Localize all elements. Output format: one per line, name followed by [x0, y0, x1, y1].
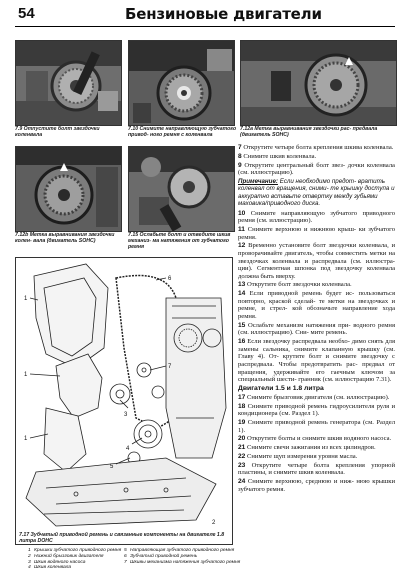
note [238, 178, 395, 208]
section-subhead: Двигатели 1.5 и 1.8 литра [238, 384, 324, 392]
legend-number: 3 [28, 559, 31, 565]
caption-7-12b: 7.12b Метка выравнивания звездочки колен- вала (двигатель SOHC) [15, 232, 115, 244]
photo-7-9-image [16, 41, 121, 125]
step-23: 23 Открутите четыре болта крепления упорной пластины, и снимите шкив коленвала. [238, 461, 395, 477]
caption-7-10: 7.10 Снимите направляющую зубчатого привод- ного ремня с коленвала [128, 126, 237, 138]
step-19-text: Снимите приводной ремень генератора (см. Раздел 1). [238, 419, 395, 434]
legend-item [28, 565, 120, 571]
callout-4: 4 [126, 446, 130, 452]
step-22: 22 Снимите щуп измерения уровня масла. [238, 453, 358, 461]
step-10-text: Снимите направляющую зубчатого приводного ремня (см. иллюстрацию). [238, 209, 395, 225]
photo-7-12b [15, 146, 122, 232]
step-20-text: Открутите болты и снимите шкив водяного насоса. [247, 435, 392, 443]
step-21-text: Снимите свечи зажигания из всех цилиндров. [247, 444, 376, 452]
header-rule [15, 26, 395, 27]
step-7-text: Открутите четыре болта крепления шкива коленвала. [243, 144, 394, 151]
step-21: 21 Снимите свечи зажигания из всех цилиндров. [238, 444, 376, 452]
step-17: 17 Снимите брызговик двигателя (см. иллюстрацию). [238, 393, 390, 401]
step-8-text: Снимите шкив коленвала. [243, 152, 317, 160]
page-number: 54 [18, 5, 35, 22]
step-22-text: Снимите щуп измерения уровня масла. [247, 453, 358, 461]
exploded-diagram-7-17 [15, 257, 233, 545]
step-13-text: Открутите болт звездочки коленвала. [247, 281, 352, 289]
step-24-text: Снимите верхнюю, среднюю и ниж- нюю крышки зубчатого ремня. [238, 478, 395, 493]
note-text: Если необходимо предот- вратить коленвал от вращения, сними- те крышку доступа и аккуратно вставьте отвертку между зубьями маховика/приводного диска. [238, 177, 395, 208]
step-17-text: Снимите брызговик двигателя (см. иллюстрацию). [247, 393, 390, 401]
photo-7-10-image [129, 41, 234, 125]
step-16-text: Если звездочку распредвала необхо- димо снять для замены сальника, снимите клапанную крышку (см. Главу 4). От- крутите болт и снимите звездочку с распредвала. Чтобы предотвратить рас- предвал от вращения, удерживайте его гаечным ключом за специальный шести- гранник (см. иллюстрацию 7.31). [238, 338, 395, 384]
step-10: 10 Снимите направляющую зубчатого приводного ремня (см. иллюстрацию). [238, 209, 395, 225]
step-20: 20 Открутите болты и снимите шкив водяного насоса. [238, 435, 392, 443]
step-18-text: Снимите приводной ремень гидроусилителя руля и кондиционера (см. Раздел 1). [238, 402, 395, 418]
note-label: Примечание: [238, 177, 278, 185]
legend-text: Зубчатый приводной ремень [130, 553, 198, 559]
caption-7-9: 7.9 Отпустите болт звездочки коленвала [15, 126, 100, 138]
photo-7-12a [240, 40, 397, 126]
photo-7-10 [128, 40, 235, 126]
step-7: 7 Открутите четыре болта крепления шкива коленвала. [238, 144, 394, 151]
legend-text: Направляющая зубчатого приводного ремня [130, 548, 235, 553]
step-14-text: Если приводной ремень будет ис- пользоваться повторно, краской сделай- те метки на звездочках и ремне, и стрел- кой обозначьте направление хода ремня. [238, 290, 395, 321]
legend-number: 2 [28, 553, 31, 559]
legend-number: 1 [28, 548, 31, 553]
legend-number: 4 [28, 565, 31, 571]
step-11: 11 Снимите верхнюю и нижнюю крыш- ки зубчатого ремня. [238, 225, 395, 241]
callout-1b: 1 [24, 372, 28, 378]
photo-7-15 [128, 146, 235, 232]
step-15-text: Ослабьте механизм натяжения при- водного ремня (см. иллюстрацию). Сни- мите ремень. [238, 321, 395, 337]
callout-1c: 1 [24, 436, 28, 442]
step-15: 15 Ослабьте механизм натяжения при- водного ремня (см. иллюстрацию). Сни- мите ремень. [238, 321, 395, 337]
legend-number: 6 [124, 553, 127, 559]
step-13: 13 Открутите болт звездочки коленвала. [238, 281, 352, 289]
legend-text: Нижний брызговик двигателя [34, 553, 104, 559]
photo-7-12a-image [241, 41, 396, 125]
legend-item [124, 559, 241, 566]
callout-7: 7 [168, 364, 172, 370]
timing-belt-diagram [16, 258, 232, 530]
step-9: 9 Открутите центральный болт звез- дочки коленвала (см. иллюстрацию). [238, 161, 395, 177]
step-8: 8 Снимите шкив коленвала. [238, 152, 317, 160]
callout-6: 6 [168, 276, 172, 282]
step-9-text: Открутите центральный болт звез- дочки коленвала (см. иллюстрацию). [238, 161, 395, 177]
step-19: 19 Снимите приводной ремень генератора (см. Раздел 1). [238, 419, 395, 434]
step-16: 16 Если звездочку распредвала необхо- димо снять для замены сальника, снимите клапанную крышку (см. Главу 4). От- крутите болт и снимите звездочку с распредвала. Чтобы предотвратить рас- предвал от вращения, удерживайте его гаечным ключом за специальный шести- гранник (см. иллюстрацию 7.31). [238, 338, 395, 384]
legend-text: Шкив коленвала [34, 565, 72, 571]
callout-3: 3 [124, 412, 128, 418]
callout-1: 1 [24, 296, 28, 302]
legend-number: 7 [124, 559, 127, 565]
step-11-text: Снимите верхнюю и нижнюю крыш- ки зубчатого ремня. [238, 225, 395, 241]
photo-7-9 [15, 40, 122, 126]
page-header [0, 0, 405, 28]
legend-text: Шкивы механизма натяжения зубчатого ремня [130, 559, 241, 565]
callout-5: 5 [110, 464, 114, 470]
legend-left [28, 548, 120, 571]
callout-2: 2 [212, 520, 216, 526]
legend-right [124, 548, 241, 565]
caption-7-15: 7.15 Ослабьте болт и отведите шкив механиз- ма натяжения от зубчатого ремня [128, 232, 231, 250]
legend-text: Крышки зубчатого приводного ремня [34, 548, 122, 553]
step-12-text: Временно установите болт звездочки коленвала, и проворачивайте двигатель, чтобы совместить метки на звездочках коленвала и распредвала (см. иллюстра- ции). Сегментная шпонка под звездочку коленвала должна быть вверху. [238, 242, 396, 280]
step-18: 18 Снимите приводной ремень гидроусилителя руля и кондиционера (см. Раздел 1). [238, 402, 395, 418]
step-23-text: Открутите четыре болта крепления упорной пластины, и снимите шкив коленвала. [238, 461, 395, 477]
step-24: 24 Снимите верхнюю, среднюю и ниж- нюю крышки зубчатого ремня. [238, 478, 395, 493]
caption-7-12a: 7.12a Метка выравнивания звездочки рас- предвала (двигатель SOHC) [240, 126, 378, 138]
step-14: 14 Если приводной ремень будет ис- пользоваться повторно, краской сделай- те метки на звездочках и ремне, и стрел- кой обозначьте направление хода ремня. [238, 290, 395, 321]
caption-7-17: 7.17 Зубчатый приводной ремень и связанные компоненты на двигателе 1.8 литра DOHC [19, 532, 225, 544]
legend-number: 5 [124, 548, 127, 553]
page-title: Бензиновые двигатели [125, 5, 322, 23]
step-12: 12 Временно установите болт звездочки коленвала, и проворачивайте двигатель, чтобы совместить метки на звездочках коленвала и распредвала (см. иллюстра- ции). Сегментная шпонка под звездочку коленвала должна быть вверху. [238, 242, 396, 280]
photo-7-12b-image [16, 147, 121, 231]
legend-text: Шкив водяного насоса [34, 559, 86, 565]
photo-7-15-image [129, 147, 234, 231]
text-column [238, 144, 395, 495]
